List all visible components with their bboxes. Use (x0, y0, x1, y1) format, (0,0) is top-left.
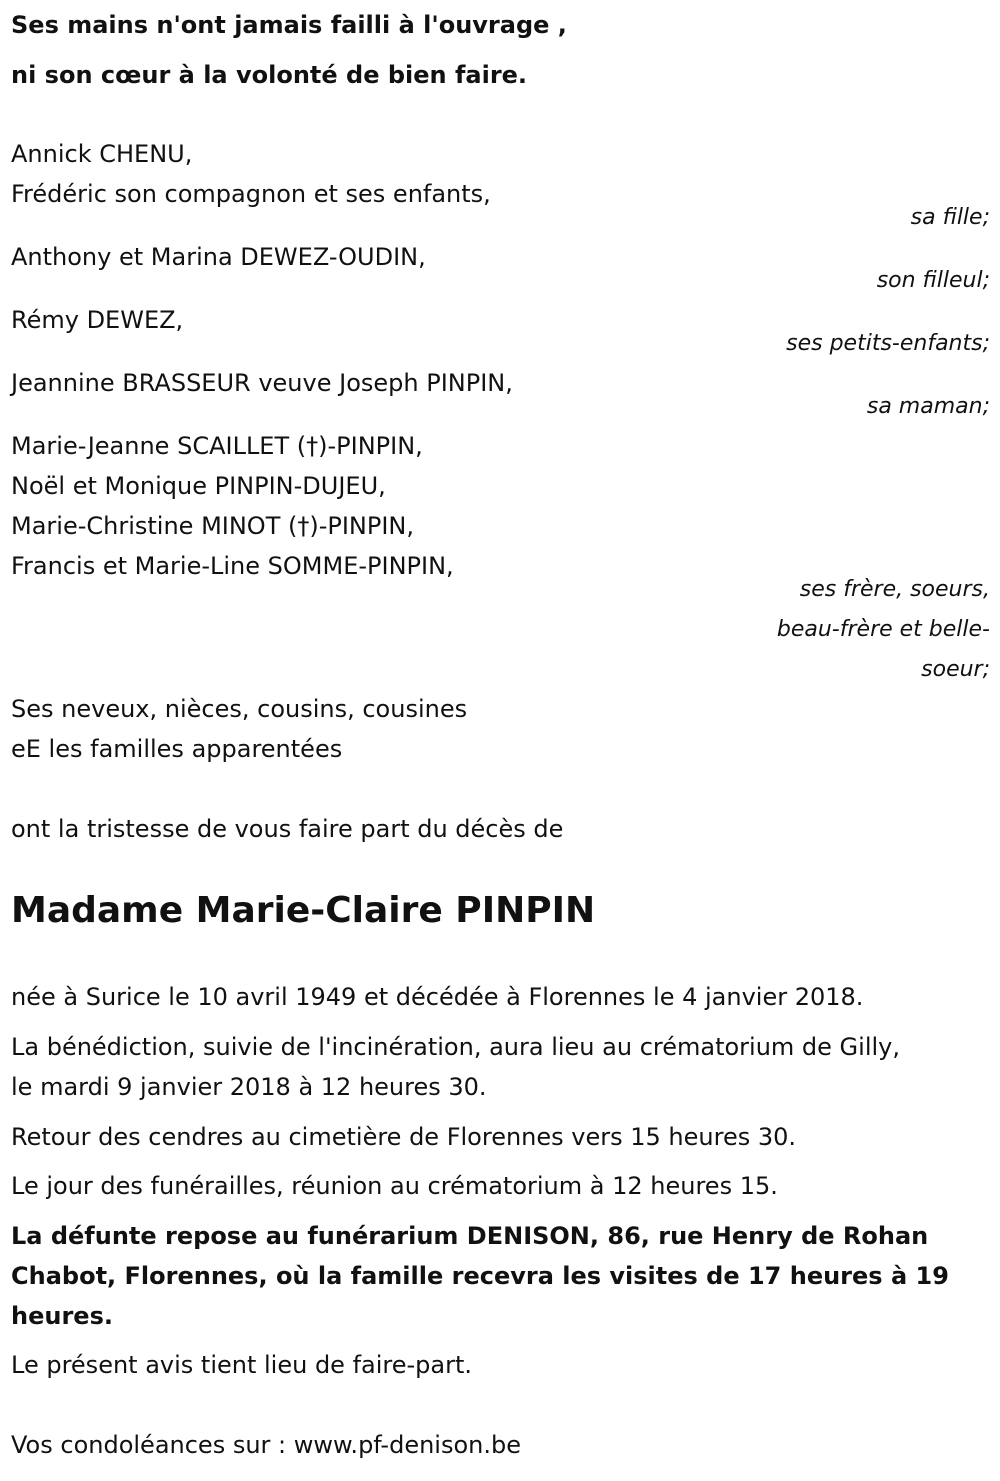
siblings-role-line-3: soeur; (921, 657, 990, 682)
meeting-line: Le jour des funérailles, réunion au crématorium à 12 heures 15. (11, 1172, 778, 1200)
sibling-line-4: Francis et Marie-Line SOMME-PINPIN, (11, 552, 454, 580)
ashes-line: Retour des cendres au cimetière de Florennes vers 15 heures 30. (11, 1123, 797, 1151)
deceased-name: Madame Marie-Claire PINPIN (11, 890, 596, 931)
repose-line-3: heures. (11, 1302, 113, 1330)
repose-line-2: Chabot, Florennes, où la famille recevra les visites de 17 heures à 19 (11, 1262, 949, 1290)
godson-line: Anthony et Marina DEWEZ-OUDIN, (11, 243, 426, 271)
daughter-role: sa fille; (910, 205, 990, 230)
sibling-line-3: Marie-Christine MINOT (†)-PINPIN, (11, 512, 415, 540)
extended-family-line-1: Ses neveux, nièces, cousins, cousines (11, 695, 468, 723)
sibling-line-2: Noël et Monique PINPIN-DUJEU, (11, 472, 386, 500)
condolences-line: Vos condoléances sur : www.pf-denison.be (11, 1431, 521, 1459)
notice-line: Le présent avis tient lieu de faire-part. (11, 1351, 473, 1379)
repose-line-1: La défunte repose au funérarium DENISON, 86, rue Henry de Rohan (11, 1222, 929, 1250)
ceremony-line-2: le mardi 9 janvier 2018 à 12 heures 30. (11, 1073, 487, 1101)
godson-role: son filleul; (876, 268, 990, 293)
ceremony-line-1: La bénédiction, suivie de l'incinération, aura lieu au crématorium de Gilly, (11, 1033, 900, 1061)
siblings-role-line-2: beau-frère et belle- (776, 617, 990, 642)
sibling-line-1: Marie-Jeanne SCAILLET (†)-PINPIN, (11, 432, 423, 460)
mother-role: sa maman; (866, 394, 990, 419)
announcement: ont la tristesse de vous faire part du décès de (11, 815, 564, 843)
epigraph-line-1: Ses mains n'ont jamais failli à l'ouvrage , (11, 11, 567, 39)
mother-line: Jeannine BRASSEUR veuve Joseph PINPIN, (11, 369, 513, 397)
extended-family-line-2: eE les familles apparentées (11, 735, 343, 763)
daughter-line-1: Annick CHENU, (11, 140, 193, 168)
epigraph-line-2: ni son cœur à la volonté de bien faire. (11, 61, 528, 89)
grandchild-line: Rémy DEWEZ, (11, 306, 184, 334)
siblings-role-line-1: ses frère, soeurs, (799, 577, 990, 602)
grandchildren-role: ses petits-enfants; (786, 331, 990, 356)
daughter-line-2: Frédéric son compagnon et ses enfants, (11, 180, 491, 208)
birth-death-line: née à Surice le 10 avril 1949 et décédée à Florennes le 4 janvier 2018. (11, 983, 864, 1011)
